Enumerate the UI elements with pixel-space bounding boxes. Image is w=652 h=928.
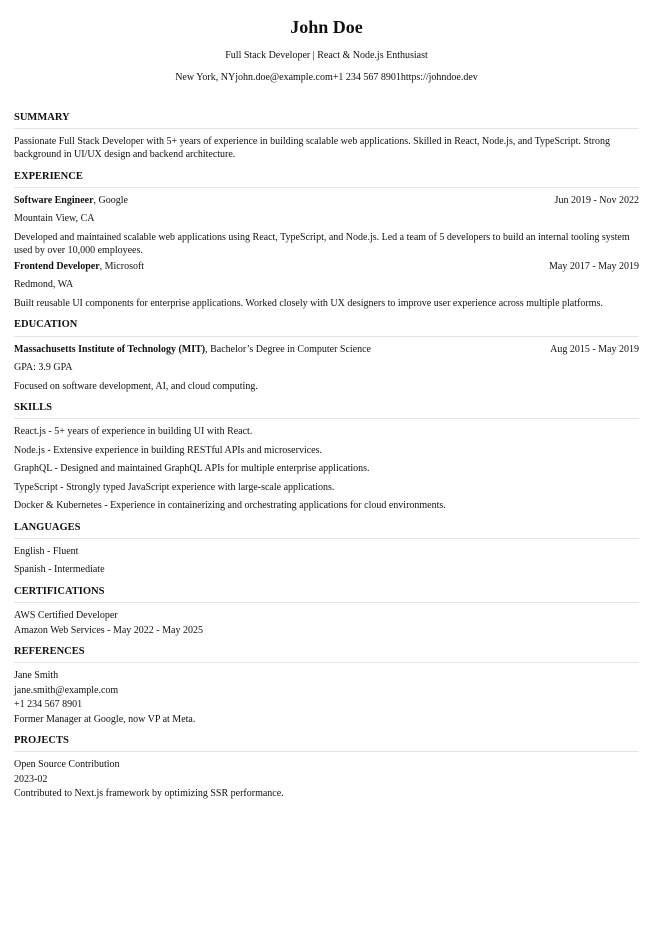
contact-phone[interactable]: +1 234 567 8901 [332, 72, 401, 84]
experience-description: Built reusable UI components for enterprise applications. Worked closely with UX designers to improve user experience across multiple platforms. [14, 297, 603, 309]
language-item: Spanish - Intermediate [14, 564, 105, 576]
experience-role-company: Frontend Developer, Microsoft [14, 260, 145, 272]
skill-item: React.js - 5+ years of experience in building UI with React. [14, 426, 253, 438]
experience-location: Mountain View, CA [14, 213, 95, 225]
education-section [14, 318, 639, 393]
reference-name: Jane Smith [14, 670, 59, 682]
contact-email[interactable]: john.doe@example.com [235, 72, 333, 84]
education-degree: Bachelor’s Degree in Computer Science [210, 343, 371, 355]
summary-section [14, 111, 639, 162]
certifications-section [14, 585, 639, 637]
section-title-summary: SUMMARY [14, 111, 639, 129]
experience-header [14, 194, 639, 208]
section-title-certifications: CERTIFICATIONS [14, 585, 639, 603]
experience-dates: Jun 2019 - Nov 2022 [554, 194, 639, 206]
summary-text: Passionate Full Stack Developer with 5+ years of experience in building scalable web applications. Skilled in React, Node.js, and TypeScript. Strong background in UI/UX design and backend architecture. [14, 135, 611, 161]
projects-section [14, 734, 639, 801]
experience-item [14, 260, 639, 311]
education-description: Focused on software development, AI, and cloud computing. [14, 380, 258, 392]
project-date: 2023-02 [14, 773, 48, 785]
section-title-references: REFERENCES [14, 645, 639, 663]
candidate-headline: Full Stack Developer | React & Node.js Enthusiast [225, 49, 428, 61]
experience-item [14, 194, 639, 258]
experience-role-company: Software Engineer, Google [14, 194, 128, 206]
reference-email[interactable]: jane.smith@example.com [14, 684, 119, 696]
experience-section [14, 170, 639, 311]
certification-name: AWS Certified Developer [14, 610, 118, 622]
education-school-degree: Massachusetts Institute of Technology (MIT), Bachelor’s Degree in Computer Science [14, 343, 371, 355]
experience-dates: May 2017 - May 2019 [549, 260, 639, 272]
contact-line [14, 71, 639, 85]
project-name: Open Source Contribution [14, 759, 120, 771]
experience-location: Redmond, WA [14, 279, 74, 291]
contact-website[interactable]: https://johndoe.dev [400, 72, 478, 84]
section-title-education: EDUCATION [14, 318, 639, 336]
candidate-name: John Doe [290, 17, 363, 37]
experience-role: Frontend Developer [14, 260, 100, 272]
experience-company: Microsoft [104, 260, 145, 272]
skills-section [14, 401, 639, 513]
certification-detail: Amazon Web Services - May 2022 - May 2025 [14, 624, 203, 636]
section-title-languages: LANGUAGES [14, 521, 639, 539]
education-header [14, 343, 639, 357]
education-gpa: GPA: 3.9 GPA [14, 362, 73, 374]
experience-company: Google [98, 194, 128, 206]
education-dates: Aug 2015 - May 2019 [550, 343, 639, 355]
education-school: Massachusetts Institute of Technology (MIT) [14, 343, 206, 355]
language-item: English - Fluent [14, 545, 79, 557]
skill-item: Docker & Kubernetes - Experience in containerizing and orchestrating applications for cloud environments. [14, 500, 446, 512]
section-title-projects: PROJECTS [14, 734, 639, 752]
reference-note: Former Manager at Google, now VP at Meta. [14, 713, 196, 725]
reference-phone[interactable]: +1 234 567 8901 [14, 699, 83, 711]
section-title-experience: EXPERIENCE [14, 170, 639, 188]
references-section [14, 645, 639, 726]
skill-item: TypeScript - Strongly typed JavaScript experience with large-scale applications. [14, 481, 335, 493]
skill-item: Node.js - Extensive experience in building RESTful APIs and microservices. [14, 444, 322, 456]
experience-header [14, 260, 639, 274]
skill-item: GraphQL - Designed and maintained GraphQL APIs for multiple enterprise applications. [14, 463, 370, 475]
languages-section [14, 521, 639, 577]
resume-header [14, 17, 639, 85]
contact-location: New York, NY [175, 72, 236, 84]
experience-role: Software Engineer [14, 194, 94, 206]
experience-description: Developed and maintained scalable web applications using React, TypeScript, and Node.js. Led a team of 5 developers to build an internal tooling system used by over 10,000 employees. [14, 231, 630, 257]
section-title-skills: SKILLS [14, 401, 639, 419]
project-description: Contributed to Next.js framework by optimizing SSR performance. [14, 788, 284, 800]
